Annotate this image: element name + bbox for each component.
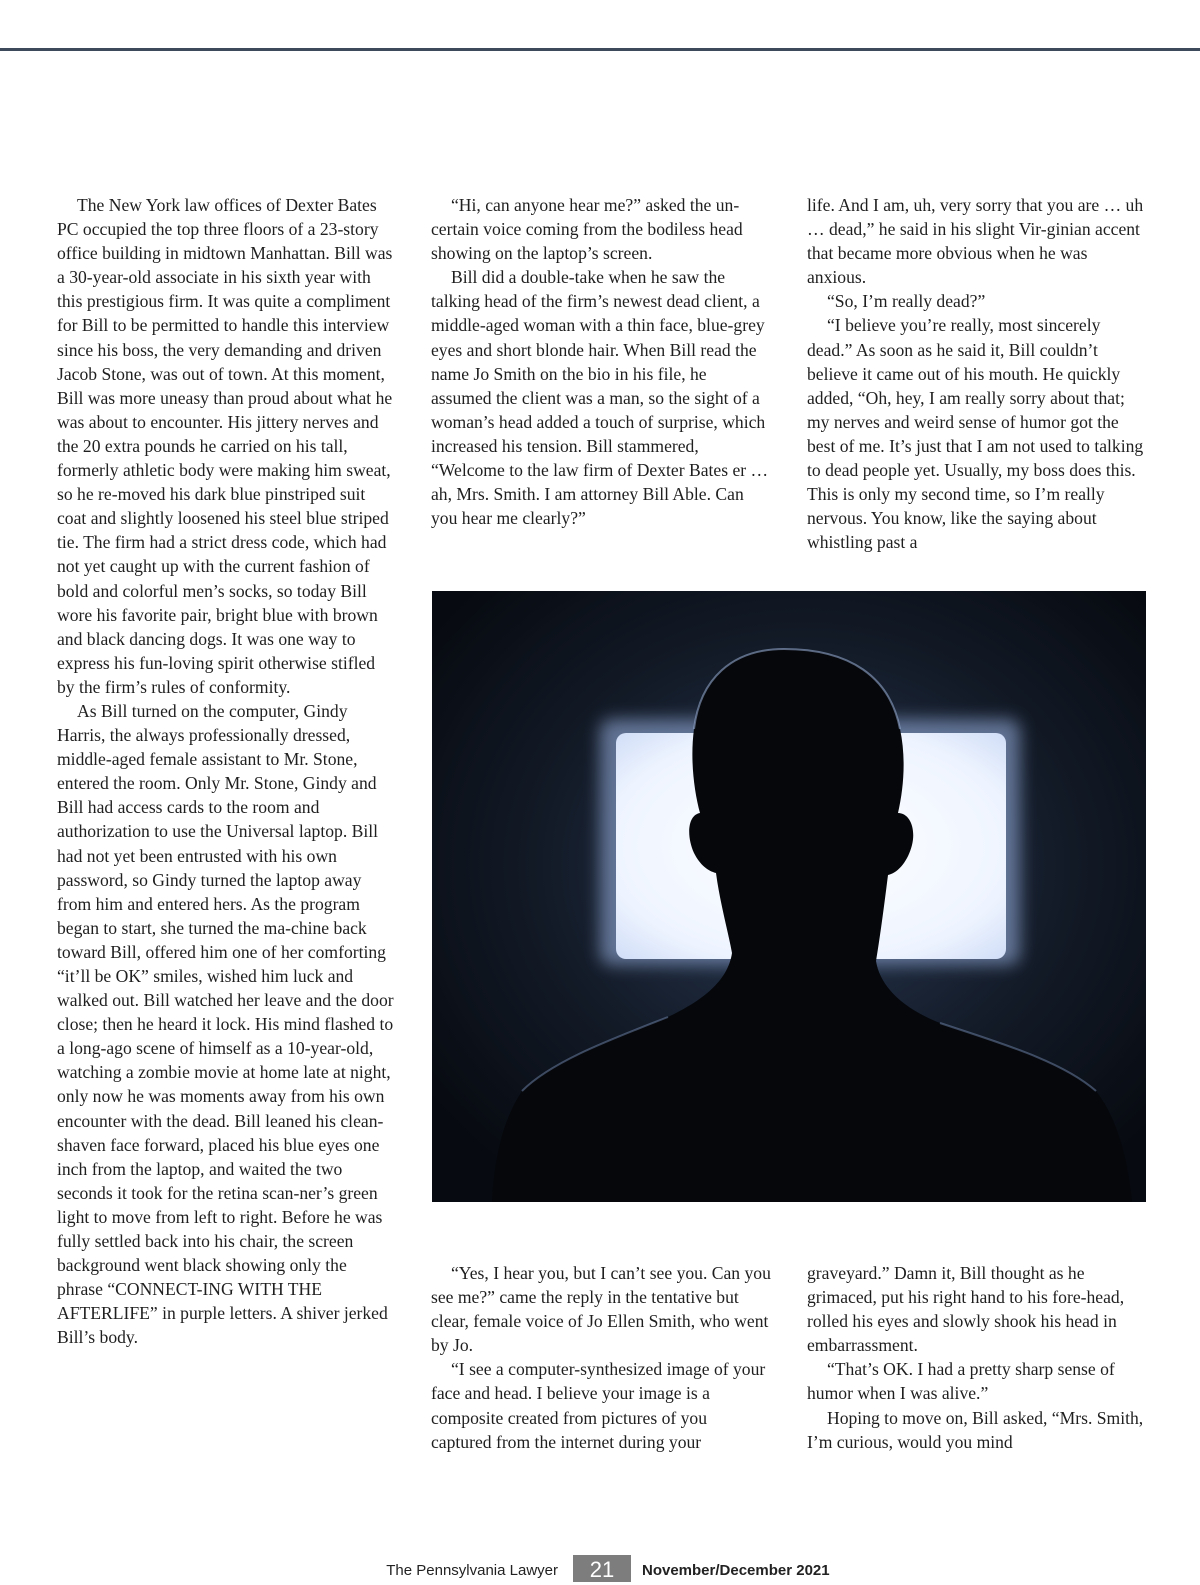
article-paragraph: “I believe you’re really, most sincerely dead.” As soon as he said it, Bill couldn’t believe it came out of his mouth. He quickly added, “Oh, hey, I am really sorry about that; my nerves and weird sense of humor got the best of me. It’s just that I am not used to talking to dead people yet. Usually, my boss does this. This is only my second time, so I’m really nervous. You know, like the saying about whistling past a — [807, 315, 1144, 553]
page-number: 21 — [573, 1555, 631, 1582]
article-column-3-top — [807, 193, 1147, 554]
article-column-2-top — [431, 193, 771, 530]
issue-date: November/December 2021 — [642, 1562, 830, 1579]
silhouette-illustration — [432, 591, 1146, 1202]
silhouette-photo — [432, 591, 1146, 1202]
article-paragraph: “I see a computer-synthesized image of your face and head. I believe your image is a composite created from pictures of you captured from the internet during your — [431, 1359, 766, 1452]
article-paragraph: “That’s OK. I had a pretty sharp sense of humor when I was alive.” — [807, 1359, 1115, 1404]
article-column-3-bottom — [807, 1261, 1147, 1454]
article-paragraph: “Yes, I hear you, but I can’t see you. Can you see me?” came the reply in the tentative but clear, female voice of Jo Ellen Smith, who went by Jo. — [431, 1263, 771, 1356]
article-column-2-bottom — [431, 1261, 771, 1454]
article-paragraph: “So, I’m really dead?” — [827, 291, 986, 312]
page-footer — [0, 1555, 1200, 1582]
article-paragraph-continued: graveyard.” Damn it, Bill thought as he grimaced, put his right hand to his fore-head, rolled his eyes and slowly shook his head in embarrassment. — [807, 1263, 1125, 1356]
article-paragraph: “Hi, can anyone hear me?” asked the un-certain voice coming from the bodiless head showing on the laptop’s screen. — [431, 195, 743, 264]
publication-name: The Pennsylvania Lawyer — [386, 1562, 558, 1579]
article-paragraph: Hoping to move on, Bill asked, “Mrs. Smith, I’m curious, would you mind — [807, 1407, 1144, 1452]
article-paragraph: The New York law offices of Dexter Bates PC occupied the top three floors of a 23-story office building in midtown Manhattan. Bill was a 30-year-old associate in his sixth year with this prestigious firm. It was quite a compliment for Bill to be permitted to handle this interview since his boss, the very demanding and driven Jacob Stone, was out of town. At this moment, Bill was more uneasy than proud about what he was about to encounter. His jittery nerves and the 20 extra pounds he carried on his tall, formerly athletic body were making him sweat, so he re-moved his dark blue pinstriped suit coat and slightly loosened his steel blue striped tie. The firm had a strict dress code, which had not yet caught up with the current fashion of bold and colorful men’s socks, so today Bill wore his favorite pair, bright blue with brown and black dancing dogs. It was one way to express his fun-loving spirit otherwise stifled by the firm’s rules of conformity. — [57, 195, 393, 697]
article-paragraph: As Bill turned on the computer, Gindy Harris, the always professionally dressed, middle-aged female assistant to Mr. Stone, entered the room. Only Mr. Stone, Gindy and Bill had access cards to the room and authorization to use the Universal laptop. Bill had not yet been entrusted with his own password, so Gindy turned the laptop away from him and entered hers. As the program began to start, she turned the ma-chine back toward Bill, offered him one of her comforting “it’ll be OK” smiles, wished him luck and walked out. Bill watched her leave and the door close; then he heard it lock. His mind flashed to a long-ago scene of himself as a 10-year-old, watching a zombie movie at home late at night, only now he was moments away from his own encounter with the dead. Bill leaned his clean-shaven face forward, placed his blue eyes one inch from the laptop, and waited the two seconds it took for the retina scan-ner’s green light to move from left to right. Before he was fully settled back into his chair, the screen background went black showing only the phrase “CONNECT-ING WITH THE AFTERLIFE” in purple letters. A shiver jerked Bill’s body. — [57, 700, 394, 1348]
top-rule — [0, 48, 1200, 51]
article-paragraph-continued: life. And I am, uh, very sorry that you are … uh … dead,” he said in his slight Vir-ginian accent that became more obvious when he was anxious. — [807, 195, 1144, 288]
article-column-1 — [57, 193, 397, 1350]
article-paragraph: Bill did a double-take when he saw the talking head of the firm’s newest dead client, a middle-aged woman with a thin face, blue-grey eyes and short blonde hair. When Bill read the name Jo Smith on the bio in his file, he assumed the client was a man, so the sight of a woman’s head added a touch of surprise, which increased his tension. Bill stammered, “Welcome to the law firm of Dexter Bates er … ah, Mrs. Smith. I am attorney Bill Able. Can you hear me clearly?” — [431, 267, 769, 529]
